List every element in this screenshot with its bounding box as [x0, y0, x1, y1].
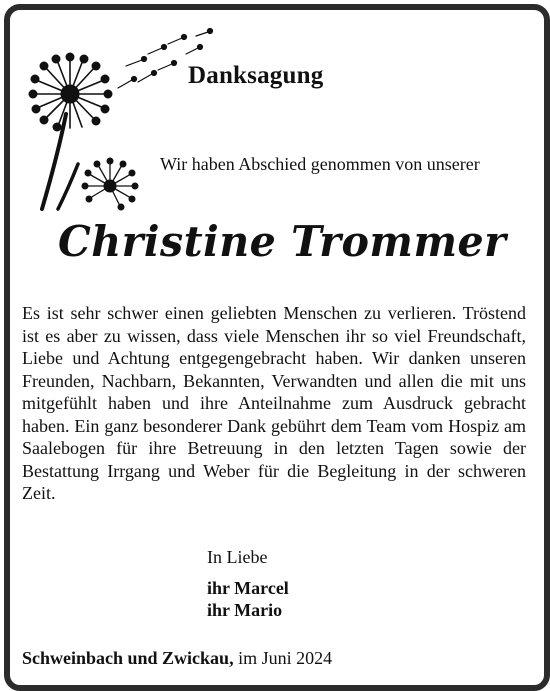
- date-text: im Juni 2024: [233, 648, 333, 668]
- signer-marcel: ihr Marcel: [207, 578, 289, 598]
- closing-line: In Liebe: [207, 547, 268, 567]
- place-date-line: [22, 648, 332, 669]
- signer-mario: ihr Mario: [207, 600, 283, 620]
- thank-you-text: Es ist sehr schwer einen geliebten Menschen zu verlieren. Tröstend ist es aber zu wissen, dass viele Menschen ihr so viel Freundschaft, Liebe und Achtung entgegengebracht haben. Wir danken unseren Freunden, Nachbarn, Bekannten, Verwandten und allen die mit uns mitgefühlt haben und ihre Anteilnahme zum Ausdruck gebracht haben. Ein ganz besonderer Dank gebührt dem Team vom Hospiz am Saalebogen für ihre Betreuung in den letzten Tagen sowie der Bestattung Irrgang und Weber für die Begleitung in der schweren Zeit.: [22, 303, 526, 503]
- intro-line: Wir haben Abschied genommen von unserer: [160, 154, 480, 174]
- deceased-name: Christine Trommer: [58, 217, 507, 266]
- dandelion-icon: [18, 24, 228, 214]
- place-text: Schweinbach und Zwickau,: [22, 648, 234, 668]
- notice-title: Danksagung: [188, 62, 324, 89]
